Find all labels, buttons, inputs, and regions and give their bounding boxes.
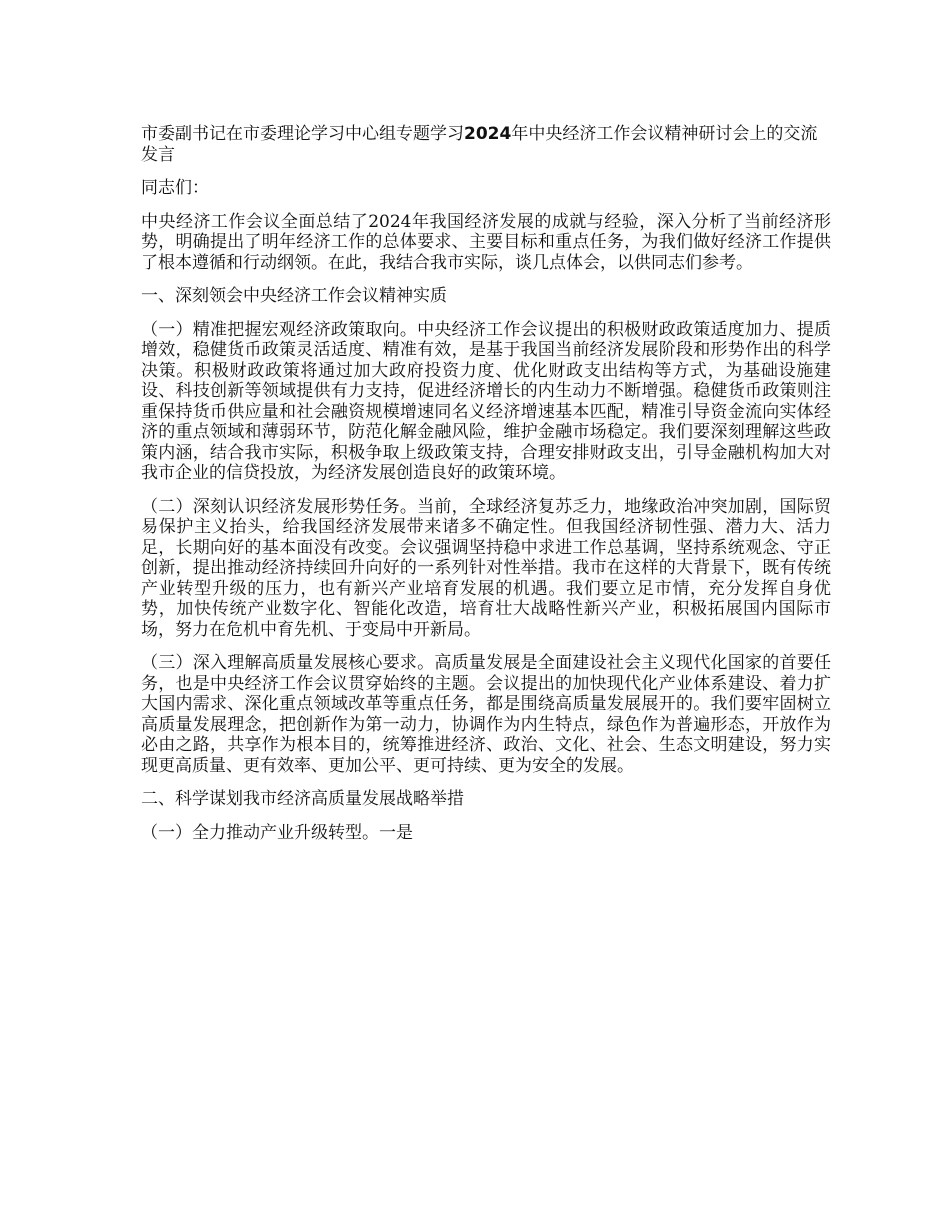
intro-text-part1: 中央经济工作会议全面总结了 bbox=[141, 211, 369, 232]
section-2-heading: 二、科学谋划我市经济高质量发展战略举措 bbox=[141, 789, 464, 809]
title-text-part2: 年中央经济工作会议精神研讨会上的交流发言 bbox=[141, 124, 818, 165]
section-1-paragraph-2: （二）深刻认识经济发展形势任务。当前，全球经济复苏乏力，地缘政治冲突加剧，国际贸易保护主义抬头，给我国经济发展带来诸多不确定性。但我国经济韧性强、潜力大、活力足，长期向好的基本面没有改变。会议强调坚持稳中求进工作总基调，坚持系统观念、守正创新，提出推动经济持续回升向好的一系列针对性举措。我市在这样的大背景下，既有传统产业转型升级的压力，也有新兴产业培育发展的机遇。我们要立足市情，充分发挥自身优势，加快传统产业数字化、智能化改造，培育壮大战略性新兴产业，积极拓展国内国际市场，努力在危机中育先机、于变局中开新局。 bbox=[141, 496, 831, 640]
intro-paragraph bbox=[141, 212, 831, 274]
document-title bbox=[141, 124, 831, 165]
salutation: 同志们： bbox=[141, 178, 209, 198]
intro-text-part2: 年我国经济发展的成就与经验，深入分析了当前经济形势，明确提出了明年经济工作的总体要求、主要目标和重点任务，为我们做好经济工作提供了根本遵循和行动纲领。在此，我结合我市实际，谈几点体会，以供同志们参考。 bbox=[141, 211, 832, 273]
section-1-paragraph-3: （三）深入理解高质量发展核心要求。高质量发展是全面建设社会主义现代化国家的首要任务，也是中央经济工作会议贯穿始终的主题。会议提出的加快现代化产业体系建设、着力扩大国内需求、深化重点领域改革等重点任务，都是围绕高质量发展展开的。我们要牢固树立高质量发展理念，把创新作为第一动力，协调作为内生特点，绿色作为普遍形态，开放作为必由之路，共享作为根本目的，统筹推进经济、政治、文化、社会、生态文明建设，努力实现更高质量、更有效率、更加公平、更可持续、更为安全的发展。 bbox=[141, 653, 831, 776]
title-year: 2024 bbox=[464, 124, 512, 144]
title-text-part1: 市委副书记在市委理论学习中心组专题学习 bbox=[141, 124, 464, 144]
section-1-paragraph-1: （一）精准把握宏观经济政策取向。中央经济工作会议提出的积极财政政策适度加力、提质增效，稳健货币政策灵活适度、精准有效，是基于我国当前经济发展阶段和形势作出的科学决策。积极财政政策将通过加大政府投资力度、优化财政支出结构等方式，为基础设施建设、科技创新等领域提供有力支持，促进经济增长的内生动力不断增强。稳健货币政策则注重保持货币供应量和社会融资规模增速同名义经济增速基本匹配，精准引导资金流向实体经济的重点领域和薄弱环节，防范化解金融风险，维护金融市场稳定。我们要深刻理解这些政策内涵，结合我市实际，积极争取上级政策支持，合理安排财政支出，引导金融机构加大对我市企业的信贷投放，为经济发展创造良好的政策环境。 bbox=[141, 319, 831, 483]
document-page bbox=[141, 124, 831, 856]
intro-year: 2024 bbox=[368, 211, 412, 232]
section-1-heading: 一、深刻领会中央经济工作会议精神实质 bbox=[141, 286, 447, 306]
section-2-paragraph-1: （一）全力推动产业升级转型。一是 bbox=[141, 822, 413, 843]
